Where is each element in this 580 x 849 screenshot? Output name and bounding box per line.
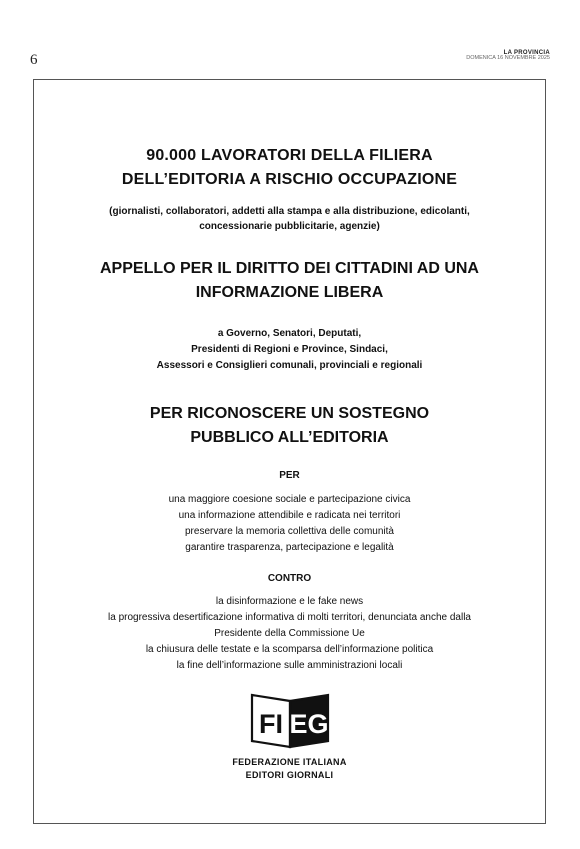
goal-line: PUBBLICO ALL’EDITORIA bbox=[190, 429, 389, 446]
contro-item: Presidente della Commissione Ue bbox=[214, 628, 365, 639]
logo-mark-left: FI bbox=[258, 709, 283, 739]
headline bbox=[34, 144, 545, 192]
appeal-line: INFORMAZIONE LIBERA bbox=[195, 284, 384, 301]
addressee-line: a Governo, Senatori, Deputati, bbox=[217, 328, 362, 339]
subtitle-line: concessionarie pubblicitarie, agenzie) bbox=[199, 221, 380, 232]
contro-item: la chiusura delle testate e la scomparsa dell’informazione politica bbox=[145, 644, 434, 655]
contro-item: la fine dell’informazione sulle amministrazioni locali bbox=[176, 660, 403, 671]
goal-line: PER RICONOSCERE UN SOSTEGNO bbox=[149, 405, 430, 422]
headline-line: 90.000 LAVORATORI DELLA FILIERA bbox=[146, 147, 433, 164]
advertisement-frame bbox=[33, 79, 546, 824]
subtitle bbox=[34, 204, 545, 234]
contro-list bbox=[34, 594, 545, 674]
publication-date: DOMENICA 16 NOVEMBRE 2025 bbox=[466, 55, 550, 62]
per-item: preservare la memoria collettiva delle comunità bbox=[185, 526, 394, 537]
contro-item: la progressiva desertificazione informativa di molti territori, denunciata anche dalla bbox=[108, 612, 471, 623]
per-heading: PER bbox=[279, 470, 300, 481]
per-item: una maggiore coesione sociale e partecipazione civica bbox=[168, 494, 411, 505]
masthead bbox=[466, 50, 550, 62]
per-list bbox=[34, 492, 545, 556]
addressees bbox=[34, 326, 545, 374]
contro-item: la disinformazione e le fake news bbox=[215, 596, 364, 607]
logo-name-line: EDITORI GIORNALI bbox=[245, 770, 334, 780]
logo-name bbox=[34, 756, 545, 782]
page-number: 6 bbox=[30, 52, 38, 68]
addressee-line: Presidenti di Regioni e Province, Sindaci, bbox=[191, 344, 388, 355]
appeal-line: APPELLO PER IL DIRITTO DEI CITTADINI AD UNA bbox=[100, 260, 479, 277]
subtitle-line: (giornalisti, collaboratori, addetti alla stampa e alla distribuzione, edicolanti, bbox=[109, 206, 470, 217]
contro-heading: CONTRO bbox=[267, 573, 312, 584]
logo-mark-right: EG bbox=[288, 709, 329, 739]
per-item: una informazione attendibile e radicata nei territori bbox=[178, 510, 401, 521]
headline-line: DELL’EDITORIA A RISCHIO OCCUPAZIONE bbox=[121, 171, 458, 188]
publication-name: LA PROVINCIA bbox=[503, 50, 550, 56]
goal-heading bbox=[34, 402, 545, 450]
appeal-heading bbox=[34, 257, 545, 305]
fieg-logo-mark-icon bbox=[248, 689, 332, 751]
per-item: garantire trasparenza, partecipazione e legalità bbox=[185, 542, 394, 553]
logo-name-line: FEDERAZIONE ITALIANA bbox=[232, 757, 347, 767]
fieg-logo bbox=[34, 689, 545, 782]
addressee-line: Assessori e Consiglieri comunali, provinciali e regionali bbox=[156, 360, 423, 371]
